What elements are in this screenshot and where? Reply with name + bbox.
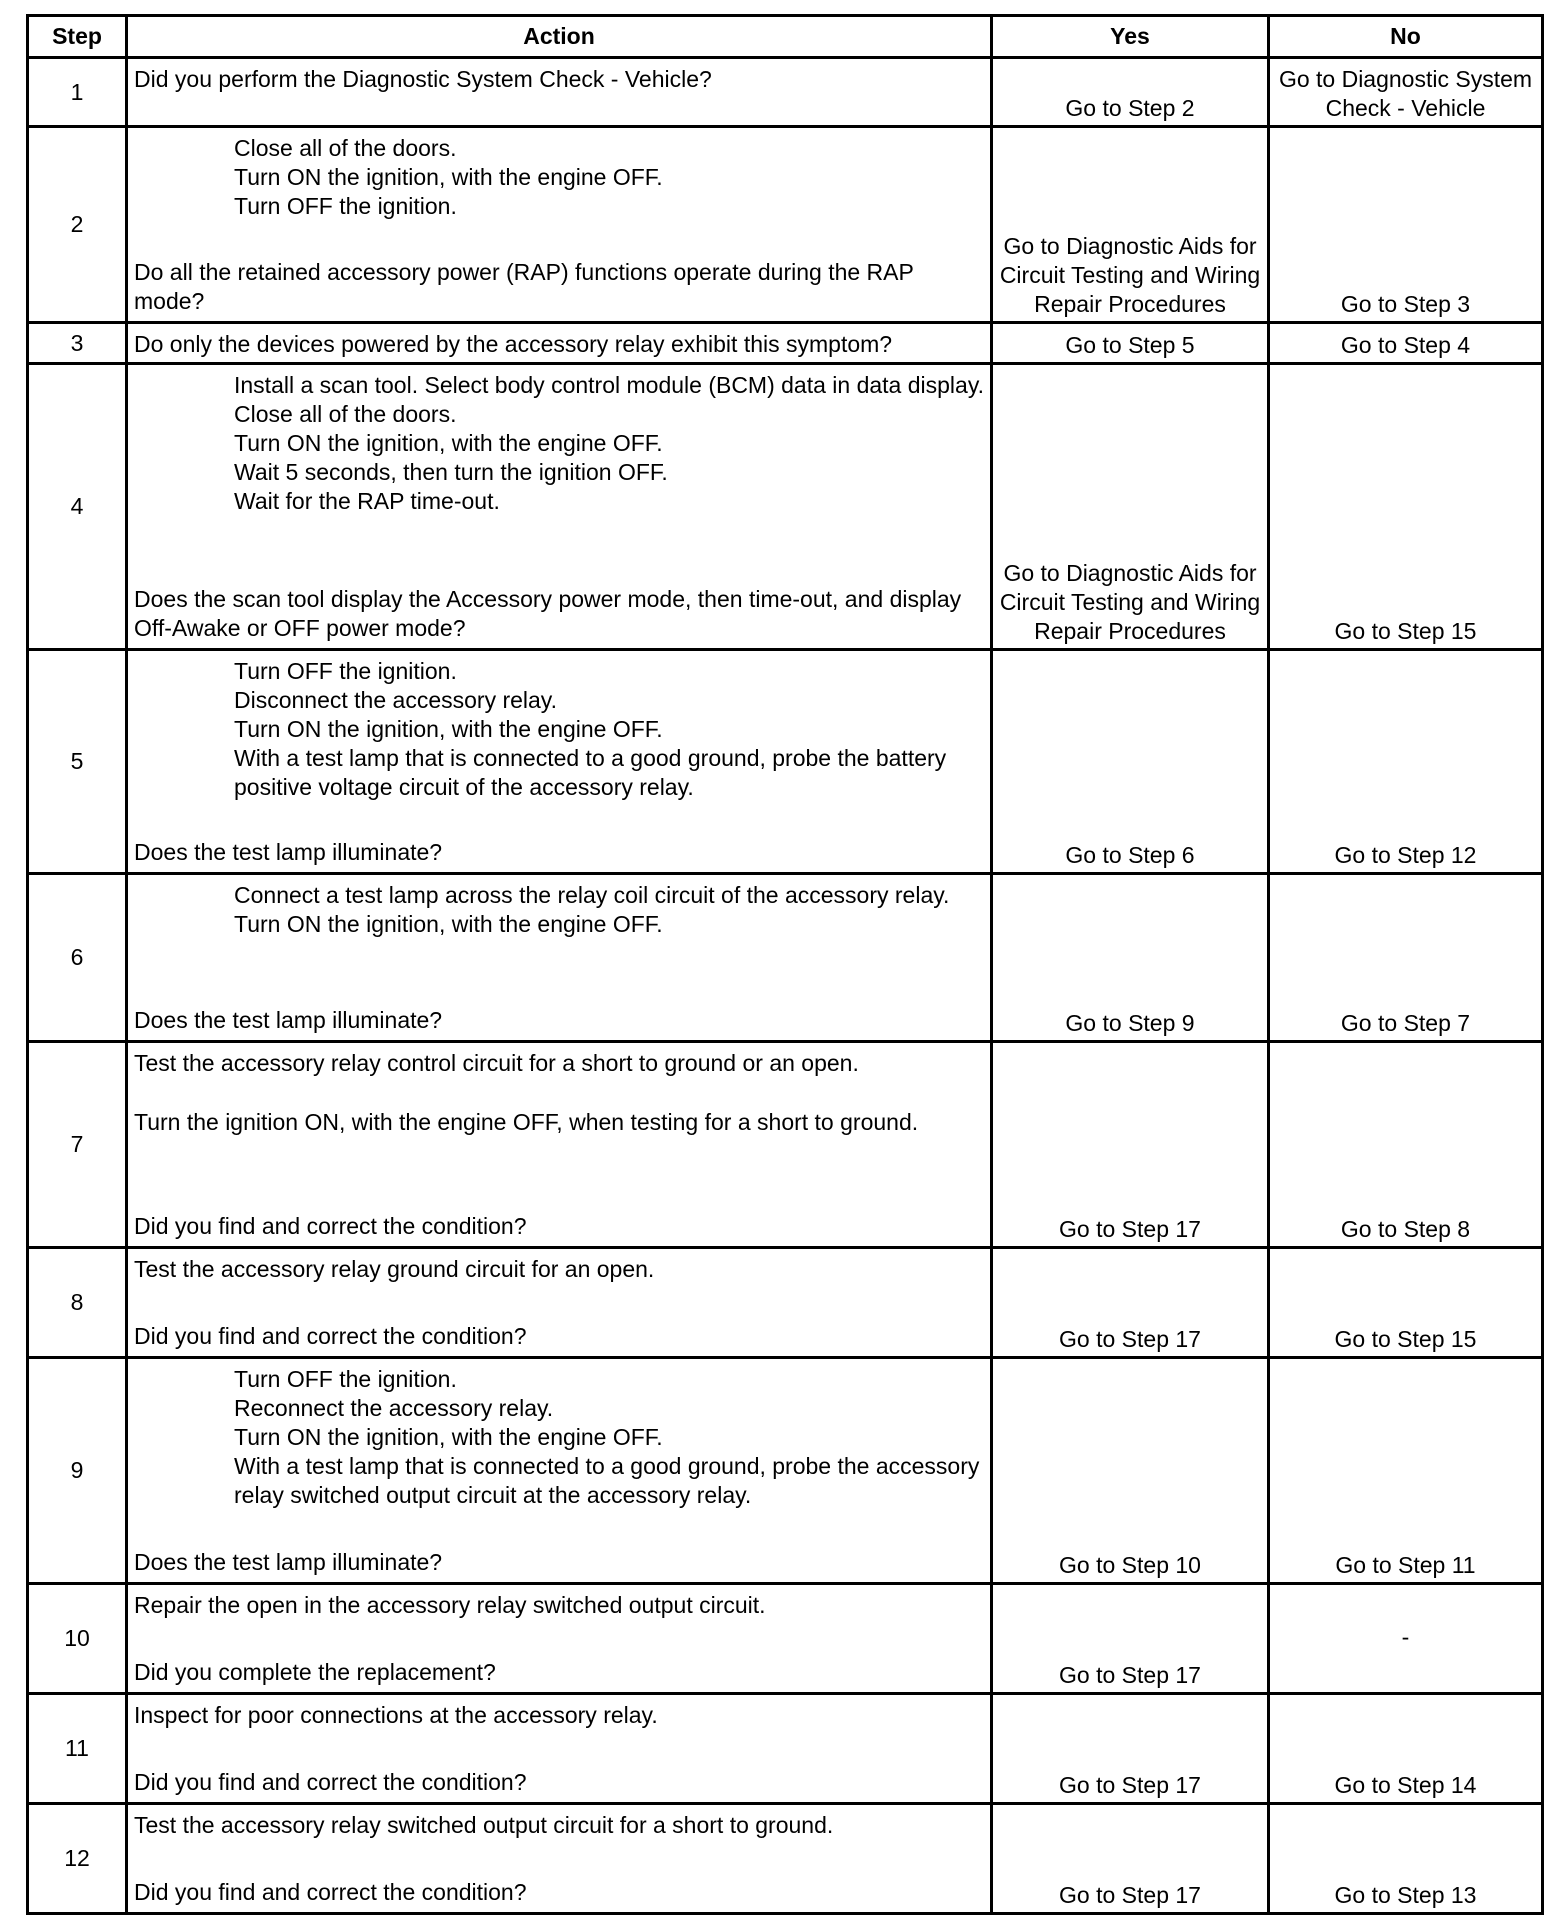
instruction-line: Turn OFF the ignition. [234,658,457,684]
header-action: Action [127,16,992,58]
yes-outcome: Go to Step 17 [992,1042,1269,1248]
action-steps [134,1811,984,1840]
instruction-line: Turn ON the ignition, with the engine OFF. [234,1424,663,1450]
no-outcome: Go to Step 15 [1269,1248,1543,1358]
instruction-line: Turn ON the ignition, with the engine OFF. [234,716,663,742]
action-question: Do only the devices powered by the accessory relay exhibit this symptom? [134,331,893,357]
instruction-line: Close all of the doors. [234,135,457,161]
yes-outcome: Go to Step 5 [992,323,1269,364]
action-cell [127,1584,992,1694]
yes-outcome: Go to Step 10 [992,1358,1269,1584]
yes-outcome: Go to Step 17 [992,1804,1269,1914]
action-note: Repair the open in the accessory relay switched output circuit. [134,1592,766,1618]
instruction-line: Close all of the doors. [234,401,457,427]
table-row [28,58,1543,127]
table-row [28,650,1543,874]
action-steps [134,881,984,939]
action-steps [134,1255,984,1284]
table-row [28,874,1543,1042]
yes-outcome: Go to Step 17 [992,1248,1269,1358]
header-no: No [1269,16,1543,58]
action-question: Does the scan tool display the Accessory power mode, then time-out, and display Off-Awake or OFF power mode? [134,586,962,641]
action-note: Test the accessory relay control circuit for a short to ground or an open. [134,1050,859,1076]
action-cell [127,874,992,1042]
no-outcome: Go to Step 13 [1269,1804,1543,1914]
action-steps [134,1365,984,1510]
instruction-line: Turn OFF the ignition. [234,193,457,219]
action-question: Do all the retained accessory power (RAP) functions operate during the RAP mode? [134,259,914,314]
no-outcome: Go to Step 8 [1269,1042,1543,1248]
instruction-line: Turn ON the ignition, with the engine OFF. [234,430,663,456]
no-outcome: Go to Step 12 [1269,650,1543,874]
table-row [28,1584,1543,1694]
step-number: 10 [28,1584,127,1694]
step-number: 8 [28,1248,127,1358]
no-outcome: Go to Step 14 [1269,1694,1543,1804]
instruction-line: Wait 5 seconds, then turn the ignition OFF. [234,459,668,485]
action-steps [134,134,984,221]
action-cell [127,58,992,127]
action-steps [134,1701,984,1730]
instruction-line: Turn ON the ignition, with the engine OFF. [234,911,663,937]
action-question: Does the test lamp illuminate? [134,1007,443,1033]
step-number: 9 [28,1358,127,1584]
action-note: Inspect for poor connections at the accessory relay. [134,1702,658,1728]
action-question: Did you find and correct the condition? [134,1879,527,1905]
step-number: 2 [28,127,127,323]
no-outcome: Go to Step 7 [1269,874,1543,1042]
table-row [28,1804,1543,1914]
diagnostic-table [26,14,1544,1915]
no-outcome: Go to Step 3 [1269,127,1543,323]
table-row [28,1358,1543,1584]
diagnostic-table-container [26,14,1544,1915]
instruction-line: Disconnect the accessory relay. [234,687,557,713]
action-steps [134,371,984,516]
no-outcome: Go to Step 4 [1269,323,1543,364]
action-steps [134,657,984,802]
yes-outcome: Go to Diagnostic Aids for Circuit Testing and Wiring Repair Procedures [992,127,1269,323]
header-yes: Yes [992,16,1269,58]
action-question: Did you perform the Diagnostic System Check - Vehicle? [134,66,712,92]
instruction-line: Wait for the RAP time-out. [234,488,500,514]
no-outcome: Go to Diagnostic System Check - Vehicle [1269,58,1543,127]
step-number: 3 [28,323,127,364]
action-cell [127,1804,992,1914]
action-question: Did you find and correct the condition? [134,1769,527,1795]
table-header-row [28,16,1543,58]
action-cell [127,1358,992,1584]
table-row [28,364,1543,650]
table-row [28,1042,1543,1248]
yes-outcome: Go to Step 9 [992,874,1269,1042]
action-cell [127,323,992,364]
action-question: Did you find and correct the condition? [134,1323,527,1349]
yes-outcome: Go to Diagnostic Aids for Circuit Testing and Wiring Repair Procedures [992,364,1269,650]
action-note: Turn the ignition ON, with the engine OFF, when testing for a short to ground. [134,1109,919,1135]
action-cell [127,364,992,650]
yes-outcome: Go to Step 2 [992,58,1269,127]
table-row [28,323,1543,364]
step-number: 12 [28,1804,127,1914]
step-number: 11 [28,1694,127,1804]
table-row [28,1248,1543,1358]
no-outcome: Go to Step 15 [1269,364,1543,650]
step-number: 5 [28,650,127,874]
yes-outcome: Go to Step 6 [992,650,1269,874]
table-body [28,58,1543,1914]
action-cell [127,1248,992,1358]
step-number: 6 [28,874,127,1042]
instruction-line: With a test lamp that is connected to a good ground, probe the accessory relay switched output circuit at the accessory relay. [234,1453,980,1508]
table-row [28,127,1543,323]
instruction-line: With a test lamp that is connected to a good ground, probe the battery positive voltage circuit of the accessory relay. [234,745,947,800]
instruction-line: Reconnect the accessory relay. [234,1395,554,1421]
no-outcome: Go to Step 11 [1269,1358,1543,1584]
action-question: Does the test lamp illuminate? [134,1549,443,1575]
action-cell [127,1694,992,1804]
step-number: 1 [28,58,127,127]
instruction-line: Turn ON the ignition, with the engine OFF. [234,164,663,190]
action-steps [134,1591,984,1620]
action-question: Does the test lamp illuminate? [134,839,443,865]
instruction-line: Connect a test lamp across the relay coil circuit of the accessory relay. [234,882,950,908]
step-number: 7 [28,1042,127,1248]
action-cell [127,1042,992,1248]
action-note: Test the accessory relay ground circuit for an open. [134,1256,655,1282]
instruction-line: Install a scan tool. Select body control module (BCM) data in data display. [234,372,985,398]
action-question: Did you complete the replacement? [134,1659,496,1685]
action-steps [134,1049,984,1137]
header-step: Step [28,16,127,58]
action-cell [127,127,992,323]
table-row [28,1694,1543,1804]
yes-outcome: Go to Step 17 [992,1694,1269,1804]
instruction-line: Turn OFF the ignition. [234,1366,457,1392]
action-note: Test the accessory relay switched output circuit for a short to ground. [134,1812,834,1838]
no-outcome: - [1269,1584,1543,1694]
step-number: 4 [28,364,127,650]
action-cell [127,650,992,874]
yes-outcome: Go to Step 17 [992,1584,1269,1694]
action-question: Did you find and correct the condition? [134,1213,527,1239]
